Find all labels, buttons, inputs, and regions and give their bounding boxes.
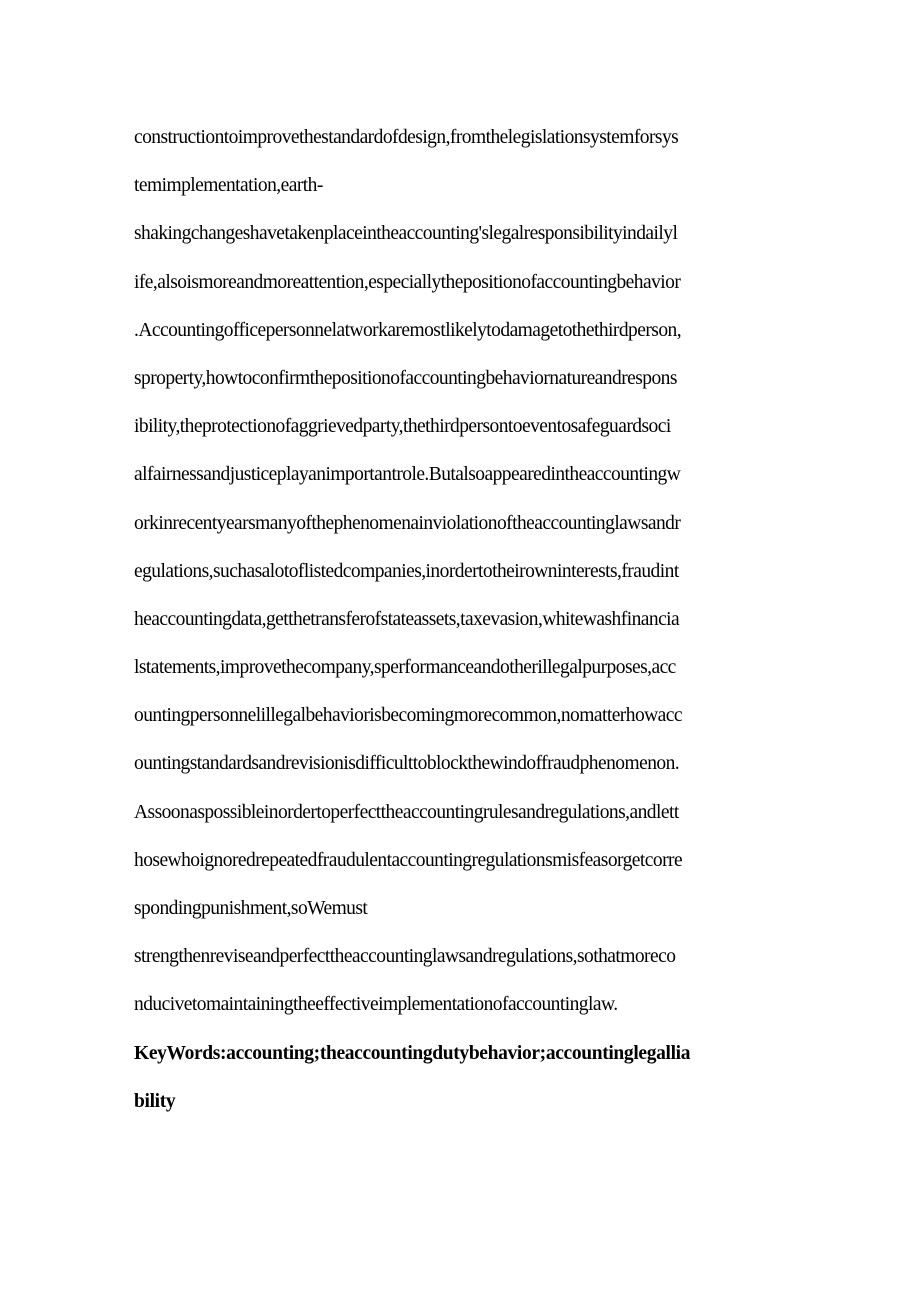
- abstract-line: constructiontoimprovethestandardofdesign,fromthelegislationsystemforsys: [134, 127, 679, 148]
- abstract-line: Assoonaspossibleinordertoperfecttheaccountingrulesandregulations,andlett: [134, 801, 679, 823]
- abstract-line: shakingchangeshavetakenplaceintheaccounting'slegalresponsibilityindailyl: [134, 223, 678, 245]
- abstract-line: ountingpersonnelillegalbehaviorisbecomingmorecommon,nomatterhowacc: [134, 705, 682, 727]
- abstract-line: sproperty,howtoconfirmthepositionofaccountingbehaviornatureandrespons: [134, 367, 677, 389]
- abstract-line: heaccountingdata,getthetransferofstateassets,taxevasion,whitewashfinancia: [134, 608, 680, 630]
- abstract-line: orkinrecentyearsmanyofthephenomenainviolationoftheaccountinglawsandr: [134, 512, 681, 534]
- abstract-line: spondingpunishment,soWemust: [134, 898, 368, 919]
- abstract-line: ountingstandardsandrevisionisdifficulttoblockthewindoffraudphenomenon.: [134, 753, 680, 775]
- abstract-line: hosewhoignoredrepeatedfraudulentaccountingregulationsmisfeasorgetcorre: [134, 849, 683, 871]
- abstract-body: [134, 118, 794, 1130]
- abstract-line: ibility,theprotectionofaggrievedparty,thethirdpersontoeventosafeguardsoci: [134, 416, 671, 438]
- abstract-line: nducivetomaintainingtheeffectiveimplementationofaccountinglaw.: [134, 994, 618, 1016]
- abstract-line: alfairnessandjusticeplayanimportantrole.Butalsoappearedintheaccountingw: [134, 464, 681, 486]
- abstract-line: strengthenreviseandperfecttheaccountinglawsandregulations,sothatmoreco: [134, 946, 676, 968]
- abstract-line: egulations,suchasalotoflistedcompanies,inordertotheirowninterests,fraudint: [134, 560, 679, 582]
- keywords-line: KeyWords:accounting;theaccountingdutybehavior;accountinglegallia: [134, 1042, 691, 1064]
- keywords-line: bility: [134, 1090, 176, 1112]
- abstract-line: ife,alsoismoreandmoreattention,especiallythepositionofaccountingbehavior: [134, 271, 681, 293]
- abstract-line: lstatements,improvethecompany,sperformanceandotherillegalpurposes,acc: [134, 657, 676, 679]
- abstract-line: .Accountingofficepersonnelatworkaremostlikelytodamagetothethirdperson,: [134, 319, 682, 341]
- abstract-line: temimplementation,earth-: [134, 175, 323, 197]
